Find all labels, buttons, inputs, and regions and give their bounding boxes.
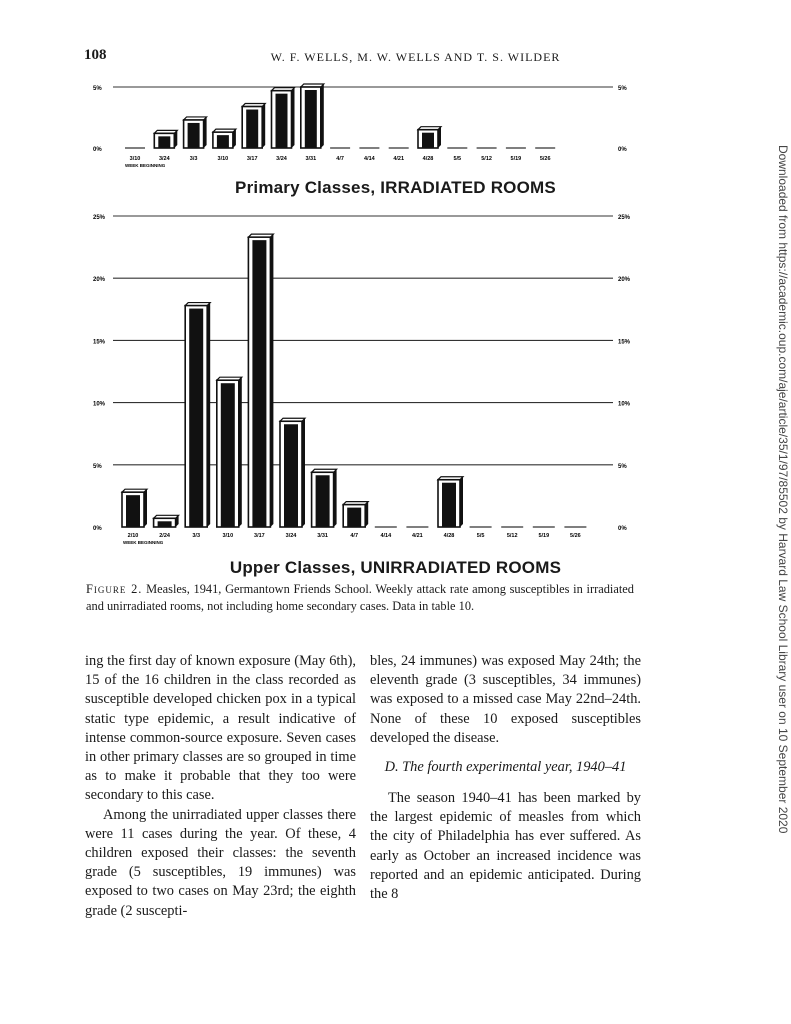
x-tick-label: 4/7 — [350, 533, 359, 539]
y-tick-label-right: 25% — [618, 215, 631, 221]
bar-fill — [221, 383, 235, 527]
x-tick-label: 5/26 — [570, 533, 581, 539]
x-axis-note: WEEK BEGINNING — [125, 163, 166, 168]
y-tick-label-right: 5% — [618, 86, 627, 92]
bar-fill — [158, 136, 170, 148]
bar-fill — [276, 94, 288, 148]
y-tick-label-left: 10% — [93, 401, 106, 408]
bar-fill — [284, 424, 298, 527]
x-tick-label: 4/14 — [364, 156, 375, 162]
y-tick-label-left: 0% — [93, 526, 102, 532]
x-tick-label: 3/3 — [189, 156, 198, 162]
figure-caption — [86, 581, 634, 615]
x-tick-label: 5/5 — [476, 533, 485, 539]
x-tick-label: 4/21 — [412, 533, 423, 539]
page-number: 108 — [84, 47, 107, 63]
y-tick-label-left: 5% — [93, 86, 102, 92]
y-tick-label-left: 15% — [93, 339, 106, 346]
x-tick-label: 4/7 — [336, 156, 344, 162]
bar-fill — [316, 475, 330, 527]
y-tick-label-right: 0% — [618, 526, 627, 532]
chart-title-upper: Upper Classes, UNIRRADIATED ROOMS — [229, 558, 562, 577]
chart-primary-irradiated — [93, 84, 627, 168]
x-tick-label: 3/24 — [285, 533, 297, 539]
left-paragraph-2: Among the unirradiated upper classes there were 11 cases during the year. Of these, 4 children exposed their classes: the seventh grade (5 susceptibles, 19 immunes) was exposed to two cases on May 23rd; the eighth grade (2 suscepti- — [85, 806, 356, 919]
y-tick-label-left: 5% — [93, 463, 102, 470]
bar-fill — [217, 135, 229, 148]
bar-fill — [442, 483, 456, 527]
y-tick-label-left: 25% — [93, 215, 106, 221]
section-heading: D. The fourth experimental year, 1940–41 — [384, 759, 627, 776]
x-tick-label: 5/26 — [539, 156, 551, 162]
chart-title-primary: Primary Classes, IRRADIATED ROOMS — [235, 178, 556, 197]
x-tick-label: 5/5 — [453, 156, 462, 162]
x-tick-label: 5/19 — [538, 533, 550, 539]
x-tick-label: 4/28 — [422, 156, 434, 162]
x-axis-note: WEEK BEGINNING — [123, 540, 164, 545]
bar-fill — [189, 309, 203, 527]
y-tick-label-right: 5% — [618, 463, 627, 470]
x-tick-label: 5/12 — [481, 156, 492, 162]
x-tick-label: 3/10 — [129, 156, 141, 162]
caption-label: Figure 2. — [86, 582, 143, 596]
caption-text: Measles, 1941, Germantown Friends School. Weekly attack rate among susceptibles in irradiated and unirradiated rooms, not including home secondary cases. Data in table 10. — [86, 582, 634, 613]
y-tick-label-left: 0% — [93, 147, 102, 153]
y-tick-label-right: 10% — [618, 401, 631, 408]
chart-upper-unirradiated — [93, 215, 631, 545]
x-tick-label: 2/24 — [159, 533, 170, 539]
x-tick-label: 3/17 — [246, 156, 258, 162]
x-tick-label: 3/31 — [305, 156, 317, 162]
right-paragraph-2: The season 1940–41 has been marked by the largest epidemic of measles from which the city of Philadelphia has ever suffered. As early as October an increased incidence was reported and an epidemic anticipated. During the 8 — [370, 790, 641, 903]
bar-fill — [126, 495, 140, 527]
y-tick-label-right: 15% — [618, 339, 631, 346]
bar-fill — [188, 123, 200, 148]
x-tick-label: 3/10 — [222, 533, 234, 539]
bar-fill — [422, 133, 434, 148]
x-tick-label: 3/24 — [158, 156, 170, 162]
x-tick-label: 4/14 — [380, 533, 392, 539]
x-tick-label: 3/17 — [254, 533, 265, 539]
right-paragraph-1: bles, 24 immunes) was exposed May 24th; the eleventh grade (3 susceptibles, 34 immunes) was exposed to a missed case May 22nd–24th. None of these 10 exposed susceptibles developed the disease. — [370, 653, 641, 746]
download-notice: Downloaded from https://academic.oup.com/aje/article/35/1/97/85502 by Harvard Law School Library user on 10 September 2020 — [776, 145, 790, 834]
bar-fill — [347, 508, 361, 527]
x-tick-label: 2/10 — [127, 533, 139, 539]
x-tick-label: 3/3 — [192, 533, 201, 539]
left-column — [85, 652, 356, 921]
bar-fill — [158, 521, 172, 527]
running-head: W. F. WELLS, M. W. WELLS AND T. S. WILDER — [270, 50, 561, 64]
bar-fill — [252, 240, 266, 527]
y-tick-label-left: 20% — [93, 277, 106, 284]
x-tick-label: 3/24 — [276, 156, 287, 162]
bar-fill — [246, 110, 258, 148]
left-paragraph-1: ing the first day of known exposure (May 6th), 15 of the 16 children in the class recorded as susceptible developed chicken pox in a typical static type epidemic, a result indicative of intense common-source exposure. Seven cases in other primary classes are so grouped in time as to make it probable that they too were secondary to this case. — [85, 653, 356, 804]
bar-fill — [305, 90, 317, 148]
x-tick-label: 3/10 — [217, 156, 229, 162]
x-tick-label: 4/28 — [443, 533, 455, 539]
x-tick-label: 5/12 — [506, 533, 518, 539]
y-tick-label-right: 0% — [618, 147, 627, 153]
x-tick-label: 4/21 — [393, 156, 405, 162]
right-column — [370, 652, 641, 904]
y-tick-label-right: 20% — [618, 277, 631, 284]
x-tick-label: 3/31 — [317, 533, 328, 539]
x-tick-label: 5/19 — [510, 156, 522, 162]
